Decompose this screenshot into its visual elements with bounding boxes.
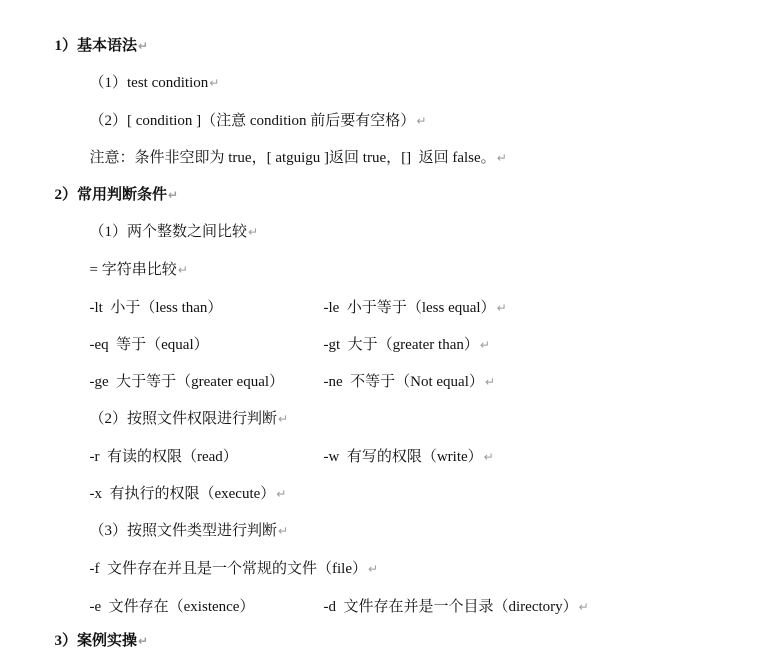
paragraph-mark-icon: ↵ (209, 76, 220, 90)
paragraph-mark-icon: ↵ (367, 562, 379, 576)
section-heading-case-practice (47, 611, 149, 649)
syntax-item-brackets (82, 91, 427, 129)
section-heading-conditions (47, 165, 179, 203)
syntax-note (82, 128, 507, 166)
int-row-2-right (316, 315, 490, 353)
paragraph-mark-icon: ↵ (138, 634, 149, 648)
perm-exec-line (82, 464, 287, 502)
operator-text: -d 文件存在并是一个目录（directory） (323, 599, 578, 615)
subheading-file-permissions (82, 389, 289, 427)
syntax-item-test (82, 53, 220, 91)
int-row-3-left (82, 352, 285, 390)
paragraph-mark-icon: ↵ (578, 600, 589, 614)
note-text: 注意：条件非空即为 true，[ atguigu ]返回 true，[] 返回 false。 (89, 150, 496, 166)
paragraph-mark-icon: ↵ (276, 487, 287, 501)
type-row-left (82, 577, 255, 615)
string-compare-text: = 字符串比较 (89, 262, 177, 278)
operator-text: -f 文件存在并且是一个常规的文件（file） (89, 561, 367, 577)
subheading-text: （1）两个整数之间比较 (89, 224, 248, 240)
paragraph-mark-icon: ↵ (496, 151, 507, 165)
operator-text: -eq 等于（equal） (89, 337, 209, 353)
paragraph-mark-icon: ↵ (483, 450, 494, 464)
subheading-text: （3）按照文件类型进行判断 (89, 523, 278, 539)
paragraph-mark-icon: ↵ (496, 301, 507, 315)
syntax-item-text: （2）[ condition ]（注意 condition 前后要有空格） (89, 113, 416, 129)
paragraph-mark-icon: ↵ (416, 114, 427, 128)
paragraph-mark-icon: ↵ (177, 263, 188, 277)
string-compare-line (82, 240, 188, 278)
operator-text: -e 文件存在（existence） (89, 599, 255, 615)
heading-text: 3）案例实操 (54, 633, 138, 649)
heading-text: 1）基本语法 (54, 38, 138, 54)
paragraph-mark-icon: ↵ (248, 225, 259, 239)
operator-text: -ne 不等于（Not equal） (323, 374, 484, 390)
file-regular-line (82, 539, 379, 577)
int-row-1-left (82, 278, 223, 316)
section-heading-basic-syntax (47, 16, 149, 54)
paragraph-mark-icon: ↵ (168, 188, 179, 202)
operator-text: -r 有读的权限（read） (89, 449, 238, 465)
perm-row-right (316, 427, 494, 465)
operator-text: -gt 大于（greater than） (323, 337, 479, 353)
operator-text: -x 有执行的权限（execute） (89, 486, 276, 502)
type-row-right (316, 577, 589, 615)
int-row-2-left (82, 315, 209, 353)
paragraph-mark-icon: ↵ (479, 338, 490, 352)
syntax-item-text: （1）test condition (89, 75, 209, 91)
subheading-file-types (82, 501, 289, 539)
paragraph-mark-icon: ↵ (484, 375, 495, 389)
int-row-3-right (316, 352, 495, 390)
paragraph-mark-icon: ↵ (138, 39, 149, 53)
operator-text: -le 小于等于（less equal） (323, 300, 496, 316)
paragraph-mark-icon: ↵ (278, 524, 289, 538)
subheading-text: （2）按照文件权限进行判断 (89, 411, 278, 427)
perm-row-left (82, 427, 238, 465)
operator-text: -ge 大于等于（greater equal） (89, 374, 285, 390)
operator-text: -lt 小于（less than） (89, 300, 223, 316)
int-row-1-right (316, 278, 507, 316)
operator-text: -w 有写的权限（write） (323, 449, 483, 465)
subheading-integer-compare (82, 202, 259, 240)
heading-text: 2）常用判断条件 (54, 187, 168, 203)
paragraph-mark-icon: ↵ (278, 412, 289, 426)
